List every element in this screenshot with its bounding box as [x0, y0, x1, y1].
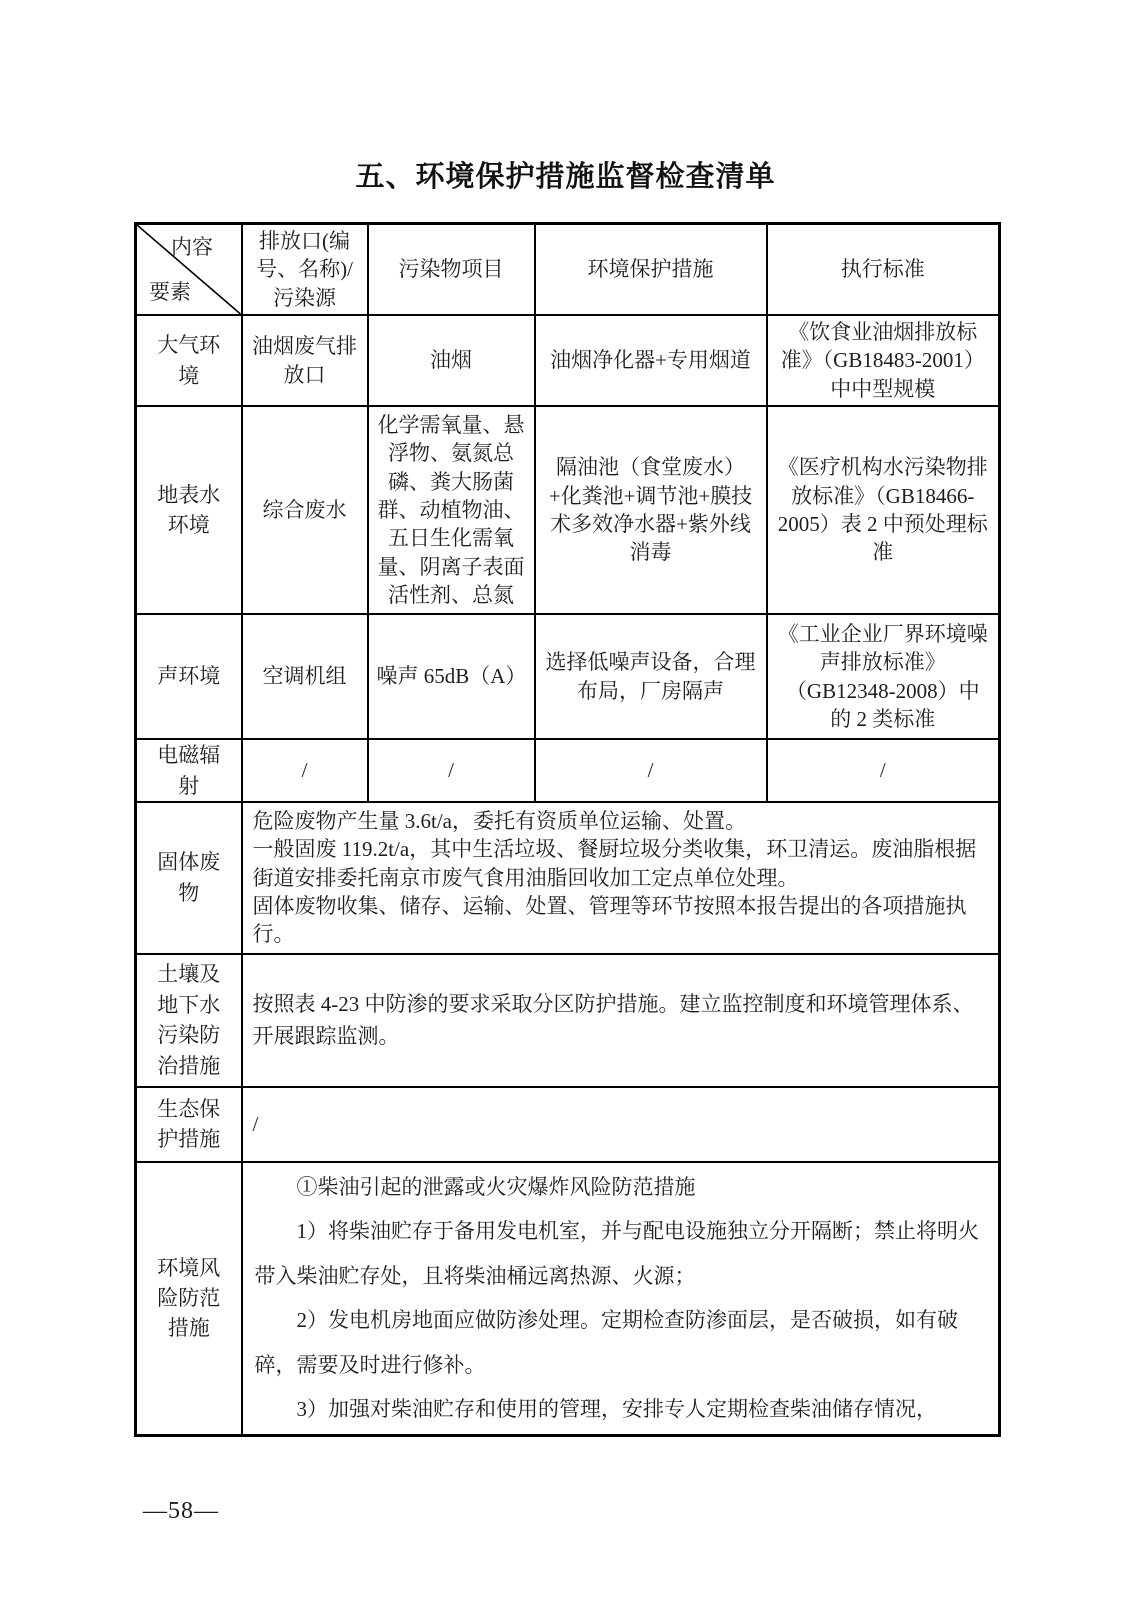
table-cell: / — [535, 739, 767, 802]
row-label: 大气环境 — [136, 315, 242, 406]
column-header-standard: 执行标准 — [767, 224, 1000, 316]
row-label: 声环境 — [136, 614, 242, 739]
corner-header-cell — [136, 224, 242, 316]
table-row-soil-groundwater — [136, 954, 1000, 1087]
cell-paragraph: 危险废物产生量 3.6t/a，委托有资质单位运输、处置。 — [252, 808, 746, 833]
row-label: 生态保护措施 — [136, 1087, 242, 1162]
table-header-row — [136, 224, 1000, 316]
corner-label-element: 要素 — [149, 279, 191, 304]
table-cell: 油烟 — [368, 315, 535, 406]
page-number: —58— — [143, 1498, 219, 1524]
cell-paragraph: 2）发电机房地面应做防渗处理。定期检查防渗面层，是否破损，如有破碎，需要及时进行修补。 — [254, 1308, 958, 1377]
table-cell-merged — [242, 954, 1000, 1087]
corner-label-content: 内容 — [171, 235, 213, 259]
table-row-noise — [136, 614, 1000, 739]
table-cell: 《饮食业油烟排放标准》（GB18483-2001）中中型规模 — [767, 315, 1000, 406]
table-cell: / — [368, 739, 535, 802]
cell-paragraph: 1）将柴油贮存于备用发电机室，并与配电设施独立分开隔断；禁止将明火带入柴油贮存处，且将柴油桶远离热源、火源； — [254, 1219, 979, 1288]
table-cell: 《医疗机构水污染物排放标准》（GB18466-2005）表 2 中预处理标准 — [767, 406, 1000, 614]
table-row-environmental-risk — [136, 1162, 1000, 1436]
table-row-solid-waste — [136, 802, 1000, 954]
cell-paragraph: 按照表 4-23 中防渗的要求采取分区防护措施。建立监控制度和环境管理体系、开展跟踪监测。 — [252, 991, 974, 1049]
table-cell: 《工业企业厂界环境噪声排放标准》（GB12348-2008）中的 2 类标准 — [767, 614, 1000, 739]
table-cell: 选择低噪声设备，合理布局，厂房隔声 — [535, 614, 767, 739]
table-cell: / — [242, 739, 368, 802]
table-cell: 空调机组 — [242, 614, 368, 739]
cell-paragraph: 固体废物收集、储存、运输、处置、管理等环节按照本报告提出的各项措施执行。 — [252, 893, 967, 947]
table-row-air — [136, 315, 1000, 406]
column-header-measures: 环境保护措施 — [535, 224, 767, 316]
table-cell-merged — [242, 1162, 1000, 1436]
table-cell: 化学需氧量、悬浮物、氨氮总磷、粪大肠菌群、动植物油、五日生化需氧量、阴离子表面活性剂、总氮 — [368, 406, 535, 614]
table-cell: / — [767, 739, 1000, 802]
cell-paragraph: 3）加强对柴油贮存和使用的管理，安排专人定期检查柴油储存情况， — [296, 1397, 937, 1422]
inspection-checklist-table — [134, 222, 1001, 1437]
cell-paragraph: ①柴油引起的泄露或火灾爆炸风险防范措施 — [296, 1174, 696, 1199]
cell-paragraph: 一般固废 119.2t/a，其中生活垃圾、餐厨垃圾分类收集，环卫清运。废油脂根据街道安排委托南京市废气食用油脂回收加工定点单位处理。 — [252, 837, 977, 890]
column-header-pollutant: 污染物项目 — [368, 224, 535, 316]
column-header-outlet: 排放口(编号、名称)/污染源 — [242, 224, 368, 316]
page-title: 五、环境保护措施监督检查清单 — [355, 161, 776, 193]
table-row-emf — [136, 739, 1000, 802]
table-row-ecology — [136, 1087, 1000, 1162]
table-cell-merged — [242, 802, 1000, 954]
row-label: 地表水环境 — [136, 406, 242, 614]
row-label: 固体废物 — [136, 802, 242, 954]
table-cell: 油烟废气排放口 — [242, 315, 368, 406]
row-label: 土壤及地下水污染防治措施 — [136, 954, 242, 1087]
table-cell-merged — [242, 1087, 1000, 1162]
table-row-surface-water — [136, 406, 1000, 614]
table-cell: 油烟净化器+专用烟道 — [535, 315, 767, 406]
table-cell: 隔油池（食堂废水）+化粪池+调节池+膜技术多效净水器+紫外线消毒 — [535, 406, 767, 614]
table-cell: 综合废水 — [242, 406, 368, 614]
table-cell: 噪声 65dB（A） — [368, 614, 535, 739]
cell-paragraph: / — [252, 1111, 259, 1136]
row-label: 环境风险防范措施 — [136, 1162, 242, 1436]
row-label: 电磁辐射 — [136, 739, 242, 802]
